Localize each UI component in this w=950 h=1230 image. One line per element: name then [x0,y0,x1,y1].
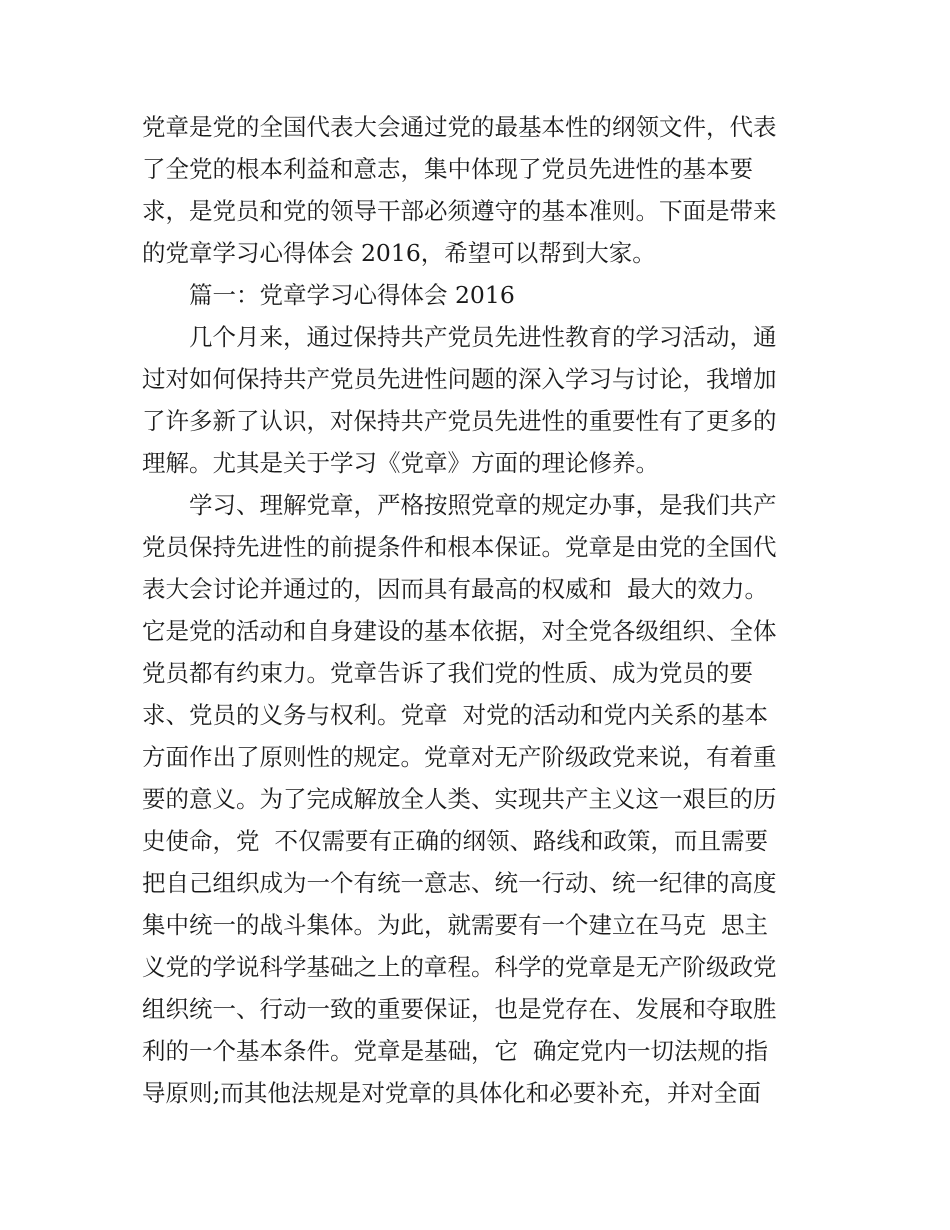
text-line: 求、党员的义务与权利。党章 对党的活动和党内关系的基本 [142,701,768,729]
text-line: 组织统一、行动一致的重要保证，也是党存在、发展和夺取胜 [142,995,777,1023]
paragraph-start-line: 学习、理解党章，严格按照党章的规定办事，是我们共产 [189,491,777,519]
text-line: 党员都有约束力。党章告诉了我们党的性质、成为党员的要 [142,659,753,687]
paragraph-start-line: 篇一：党章学习心得体会 2016 [189,281,515,309]
body-text [142,106,822,1114]
text-line: 把自己组织成为一个有统一意志、统一行动、统一纪律的高度 [142,869,777,897]
text-line: 方面作出了原则性的规定。党章对无产阶级政党来说，有着重 [142,743,777,771]
text-line: 义党的学说科学基础之上的章程。科学的党章是无产阶级政党 [142,953,777,981]
text-line: 它是党的活动和自身建设的基本依据，对全党各级组织、全体 [142,617,777,645]
text-line: 党章是党的全国代表大会通过党的最基本性的纲领文件，代表 [142,113,777,141]
text-line: 导原则;而其他法规是对党章的具体化和必要补充，并对全面 [142,1079,761,1107]
text-line: 理解。尤其是关于学习《党章》方面的理论修养。 [142,449,659,477]
text-line: 利的一个基本条件。党章是基础，它 确定党内一切法规的指 [142,1037,768,1065]
text-line: 过对如何保持共产党员先进性问题的深入学习与讨论，我增加 [142,365,777,393]
text-line: 表大会讨论并通过的，因而具有最高的权威和 最大的效力。 [142,575,768,603]
text-line: 集中统一的战斗集体。为此，就需要有一个建立在马克 思主 [142,911,768,939]
text-line: 了全党的根本利益和意志，集中体现了党员先进性的基本要 [142,155,753,183]
text-line: 了许多新了认识，对保持共产党员先进性的重要性有了更多的 [142,407,777,435]
text-line: 党员保持先进性的前提条件和根本保证。党章是由党的全国代 [142,533,777,561]
text-line: 求，是党员和党的领导干部必须遵守的基本准则。下面是带来 [142,197,777,225]
text-line: 的党章学习心得体会 2016，希望可以帮到大家。 [142,239,656,267]
text-line: 要的意义。为了完成解放全人类、实现共产主义这一艰巨的历 [142,785,777,813]
paragraph-start-line: 几个月来，通过保持共产党员先进性教育的学习活动，通 [189,323,777,351]
text-line: 史使命，党 不仅需要有正确的纲领、路线和政策，而且需要 [142,827,768,855]
